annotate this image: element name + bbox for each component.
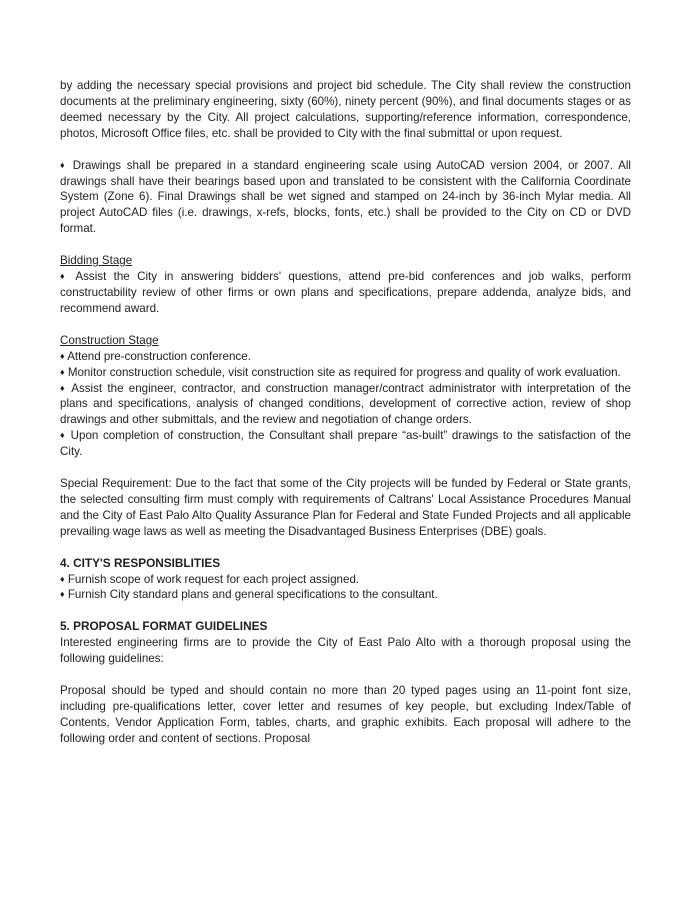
bullet-text: Upon completion of construction, the Consultant shall prepare “as-built” drawings to the satisfaction of the City. [60,429,631,459]
bullet-diamond-icon: ♦ [60,271,69,282]
bullet-diamond-icon: ♦ [60,382,67,393]
construction-bullet [60,381,631,429]
bullet-diamond-icon: ♦ [60,159,68,170]
section-4-bullet [60,587,631,603]
bullet-text: Drawings shall be prepared in a standard engineering scale using AutoCAD version 2004, or 2007. All drawings shall have their bearings based upon and translated to be consistent with the California Coordinate System (Zone 6). Final Drawings shall be wet signed and stamped on 24-inch by 36-inch Mylar media. All project AutoCAD files (i.e. drawings, x-refs, blocks, fonts, etc.) shall be provided to the City on CD or DVD format. [60,158,631,236]
bidding-stage-heading: Bidding Stage [60,254,133,268]
section-5-paragraph: Proposal should be typed and should contain no more than 20 typed pages using an 11-point font size, including pre-qualifications letter, cover letter and resumes of key people, but excluding Index/Table of Contents, Vendor Application Form, tables, charts, and graphic exhibits. Each proposal will adhere to the following order and content of sections. Proposal [60,684,631,745]
bullet-diamond-icon: ♦ [60,350,65,361]
bullet-text: Assist the engineer, contractor, and construction manager/contract administrator with interpretation of the plans and specifications, analysis of changed conditions, development of corrective action, review of shop drawings and other submittals, and the review and negotiation of change orders. [60,381,631,427]
paragraph-review-stages: by adding the necessary special provisions and project bid schedule. The City shall review the construction documents at the preliminary engineering, sixty (60%), ninety percent (90%), and final documents stages or as deemed necessary by the City. All project calculations, supporting/reference information, correspondence, photos, Microsoft Office files, etc. shall be provided to City with the final submittal or upon request. [60,79,631,140]
bullet-drawings-requirements [60,158,631,238]
special-requirement-paragraph: Special Requirement: Due to the fact that some of the City projects will be funded by Federal or State grants, the selected consulting firm must comply with requirements of Caltrans' Local Assistance Procedures Manual and the City of East Palo Alto Quality Assurance Plan for Federal and State Funded Projects and all applicable prevailing wage laws as well as meeting the Disadvantaged Business Enterprises (DBE) goals. [60,477,631,538]
section-4-bullet [60,572,631,588]
bullet-diamond-icon: ♦ [60,366,65,377]
bullet-text: Furnish City standard plans and general specifications to the consultant. [67,588,438,602]
bullet-diamond-icon: ♦ [60,430,66,441]
construction-stage-heading: Construction Stage [60,333,159,347]
section-5-intro: Interested engineering firms are to provide the City of East Palo Alto with a thorough proposal using the following guidelines: [60,636,631,666]
document-page [60,78,631,747]
bidding-bullet [60,269,631,317]
construction-bullet [60,365,631,381]
bullet-text: Attend pre-construction conference. [67,349,251,363]
bullet-diamond-icon: ♦ [60,589,65,600]
section-4-heading: 4. CITY'S RESPONSIBLITIES [60,555,221,570]
bullet-diamond-icon: ♦ [60,573,65,584]
bullet-text: Furnish scope of work request for each project assigned. [67,572,360,586]
construction-bullet [60,428,631,460]
construction-bullet [60,349,631,365]
bullet-text: Monitor construction schedule, visit construction site as required for progress and quality of work evaluation. [67,365,621,379]
section-5-heading: 5. PROPOSAL FORMAT GUIDELINES [60,619,268,634]
bullet-text: Assist the City in answering bidders' questions, attend pre-bid conferences and job walks, perform constructability review of other firms or own plans and specifications, prepare addenda, analyze bids, and recommend award. [60,270,631,315]
